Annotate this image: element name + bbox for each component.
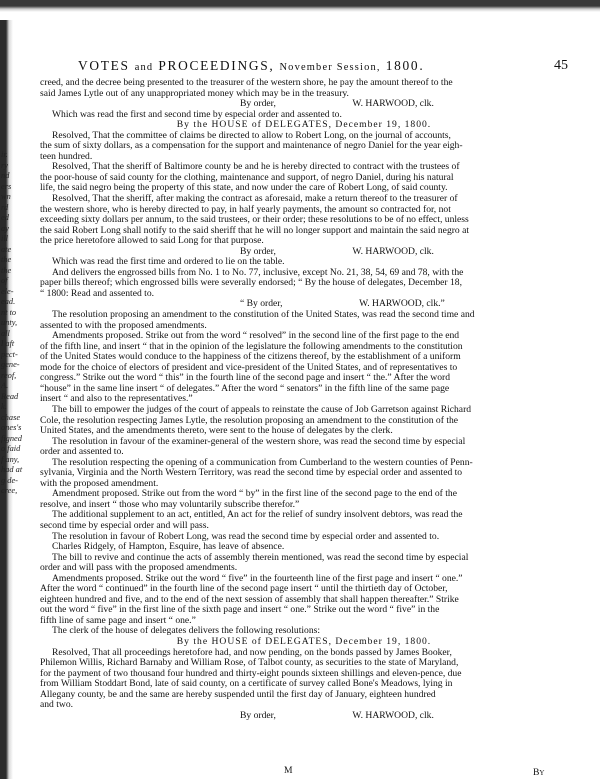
gutter-fragment: the: [1, 255, 12, 264]
text-line: of the United States would conduce to the happiness of the citizens thereof, by the establishment of a uniform: [40, 352, 461, 363]
text-line: After the word “ continued” in the fourth line of the second page insert “ until the thirtieth day of October,: [40, 584, 448, 595]
text-line: the poor-house of said county for the clothing, maintenance and support, of negro Daniel, during his natural: [40, 172, 454, 183]
signature-mark: M: [284, 765, 293, 776]
text-line: second time by especial order and will pass.: [40, 520, 209, 531]
text-line: insert “ and also to the representatives.”: [40, 394, 193, 405]
gutter-fragment: ed: [1, 213, 9, 222]
gutter-fragment: l aft: [1, 339, 15, 348]
text-line: eighteen hundred and five, and to the end of the next session of assembly that shall happen thereafter.” Strike: [40, 594, 459, 605]
text-line: Resolved, That all proceedings heretofore had, and now pending, on the bonds passed by James Booker,: [52, 647, 452, 658]
gutter-fragment: of: [1, 276, 8, 285]
text-line: the western shore, who is hereby directed to pay, in half yearly payments, the amount so contracted for, not: [40, 204, 451, 215]
gutter-fragment: ers: [1, 181, 12, 191]
text-line: The resolution respecting the opening of a communication from Cumberland to the western counties of Penn-: [52, 457, 473, 468]
gutter-fragment: chase: [1, 412, 21, 422]
text-line: the said Robert Long shall notify to the said sheriff that he will no longer support and maintain the said negro at: [40, 225, 470, 236]
text-line: Which was read the first time and ordered to lie on the table.: [52, 257, 285, 268]
text-line: teen hundred.: [40, 151, 93, 162]
text-line: Philemon Willis, Richard Barnaby and William Rose, of Talbot county, as securities to the state of Maryland,: [40, 658, 459, 669]
text-line: The bill to empower the judges of the court of appeals to reinstate the cause of Job Garretson against Richard: [52, 404, 472, 415]
text-line: Which was read the first and second time by especial order and assented to.: [52, 109, 342, 120]
page-body: [40, 78, 568, 721]
text-line: with the proposed amendment.: [40, 478, 159, 489]
gutter-fragment: nd: [1, 171, 10, 180]
gutter-fragment: ele-: [1, 286, 14, 296]
text-line: assented to with the proposed amendments.: [40, 320, 207, 331]
signature-line: By order, W. HARWOOD, clk.: [240, 710, 434, 721]
signature-line: “ By order, W. HARWOOD, clk.”: [240, 299, 445, 310]
gutter-fragment: unty,: [1, 318, 18, 327]
gutter-fragment: rd: [1, 202, 9, 212]
gutter-fragment: o faid: [1, 444, 21, 453]
gutter-fragment: all: [1, 328, 10, 338]
gutter-fragment: ry: [1, 160, 8, 170]
gutter-fragment: f any,: [1, 454, 20, 464]
gutter-fragment: Read: [1, 391, 19, 401]
text-line: Allegany county, be and the same are hereby suspended until the first day of January, eighteen hundred: [40, 689, 436, 700]
text-line: Resolved, That the sheriff of Baltimore county be and he is hereby directed to contract with the trustees of: [52, 162, 460, 173]
head-and: and: [134, 62, 154, 73]
text-line: the price heretofore allowed to said Long for that purpose.: [40, 236, 264, 247]
gutter-fragment: wn: [1, 192, 11, 201]
head-proceedings: PROCEEDINGS,: [158, 58, 275, 73]
text-line: said James Lytle out of any unappropriated money which may be in the treasury.: [40, 88, 349, 99]
head-session: November Session,: [279, 62, 381, 73]
text-line: congress.” Strike out the word “ this” in the fourth line of the second page and insert “ the.” After the word: [40, 373, 451, 384]
gutter-fragment: the: [1, 265, 12, 275]
text-line: of the fifth line, and insert “ that in the opinion of the legislature the following amendments to the constitution: [40, 341, 463, 352]
text-line: order and will pass with the proposed amendments.: [40, 563, 238, 574]
gutter-fragment: had at: [1, 465, 23, 474]
text-line: exceeding sixty dollars per annum, to the said trustees, or their order; these resolutions to be of no effect, unless: [40, 215, 469, 226]
gutter-fragment: ay: [1, 223, 9, 233]
text-line: The additional supplement to an act, entitled, An act for the relief of sundry insolvent debtors, was read the: [52, 510, 463, 521]
text-line: from William Stoddart Bond, late of said county, on a certificate of survey called Bone's Meadows, lying in: [40, 679, 453, 690]
text-line: United States, and the amendments thereto, were sent to the house of delegates by the clerk.: [40, 426, 393, 437]
gutter-fragment: g de-: [1, 475, 18, 485]
text-line: paper bills thereof; which engrossed bills were severally endorsed; “ By the house of delegates, December 18,: [40, 278, 462, 289]
signature-line: By order, W. HARWOOD, clk.: [240, 99, 434, 110]
gutter-fragment: ate: [1, 244, 12, 254]
gutter-fragment: pect-: [1, 349, 18, 359]
gutter-fragment: gene-: [1, 360, 20, 369]
gutter-fragment: ones's: [1, 423, 22, 432]
text-line: sylvania, Virginia and the North Western Territory, was read the second time by especial order and assented to: [40, 468, 463, 479]
text-line: creed, and the decree being presented to the treasurer of the western shore, he pay the amount thereof to the: [40, 78, 453, 88]
text-line: mode for the choice of electors of president and vice-president of the United States, and of representatives to: [40, 362, 458, 373]
text-line: life, the said negro being the property of this state, and now under the care of Robert Long, of said county.: [40, 183, 448, 194]
text-line: The resolution proposing an amendment to the constitution of the United States, was read the second time and: [52, 310, 475, 321]
text-line: Amendments proposed. Strike out from the word “ resolved” in the second line of the first page to the end: [52, 331, 460, 342]
gutter-fragment: reof,: [1, 370, 17, 380]
text-line: The bill to revive and continue the acts of assembly therein mentioned, was read the second time by especial: [52, 552, 469, 563]
gutter-fragment: nt to: [1, 307, 17, 317]
running-head: [78, 58, 568, 74]
text-line: The resolution in favour of Robert Long, was read the second time by especial order and assented to.: [52, 531, 440, 542]
gutter-fragment: cree,: [1, 486, 18, 495]
text-line: “house” in the same line insert “ of delegates.” After the word “ senators” in the fifth line of the same page: [40, 383, 450, 394]
gutter-fragment: figned: [1, 433, 22, 443]
text-line: and two.: [40, 700, 74, 711]
text-line: fifth line of same page and insert “ one.”: [40, 615, 196, 626]
gutter-fragment: ead.: [1, 297, 16, 306]
text-line: order and assented to.: [40, 447, 124, 458]
text-line: Cole, the resolution respecting James Lytle, the resolution proposing an amendment to the constitution of the: [40, 415, 459, 426]
text-line: The resolution in favour of the examiner-general of the western shore, was read the second time by especial: [52, 436, 466, 447]
head-votes: VOTES: [78, 58, 130, 73]
text-line: Resolved, That the committee of claims be directed to allow to Robert Long, on the journal of accounts,: [52, 130, 451, 141]
text-line: Resolved, That the sheriff, after making the contract as aforesaid, make a return thereof to the treasurer of: [52, 194, 458, 205]
catchword: By: [533, 767, 545, 778]
house-heading: By the HOUSE of DELEGATES, December 19, 1800.: [176, 120, 432, 131]
signature-line: By order, W. HARWOOD, clk.: [240, 246, 434, 257]
gutter-fragment: ir.: [1, 150, 8, 159]
gutter-fragment: A.: [1, 381, 9, 390]
text-line: Charles Ridgely, of Hampton, Esquire, has leave of absence.: [52, 542, 285, 553]
gutter-fragment: ill: [1, 234, 8, 243]
text-line: Amendments proposed. Strike out the word “ five” in the fourteenth line of the first page and insert “ one.”: [52, 573, 463, 584]
text-line: resolve, and insert “ those who may voluntarily subscribe therefor.”: [40, 499, 300, 510]
text-line: the sum of sixty dollars, as a compensation for the support and maintenance of negro Daniel for the year eigh-: [40, 141, 463, 152]
text-line: “ 1800: Read and assented to.: [40, 288, 155, 299]
text-line: The clerk of the house of delegates delivers the following resolutions:: [52, 626, 321, 637]
gutter-fragment: k.: [1, 402, 7, 411]
scan-edge-top: [0, 0, 600, 12]
text-line: And delivers the engrossed bills from No. 1 to No. 77, inclusive, except No. 21, 38, 54, 69 and 78, with the: [52, 267, 464, 278]
facing-page-fragments: [1, 150, 25, 497]
head-year: 1800.: [385, 58, 425, 73]
house-heading: By the HOUSE of DELEGATES, December 19, 1800.: [176, 636, 432, 647]
text-line: Amendment proposed. Strike out from the word “ by” in the first line of the second page to the end of the: [52, 489, 457, 500]
text-line: for the payment of two thousand four hundred and thirty-eight pounds sixteen shillings and eleven-pence, due: [40, 668, 462, 679]
text-line: out the word “ five” in the first line of the sixth page and insert “ one.” Strike out the word “ five” in the: [40, 605, 440, 616]
page-number: 45: [554, 58, 568, 73]
